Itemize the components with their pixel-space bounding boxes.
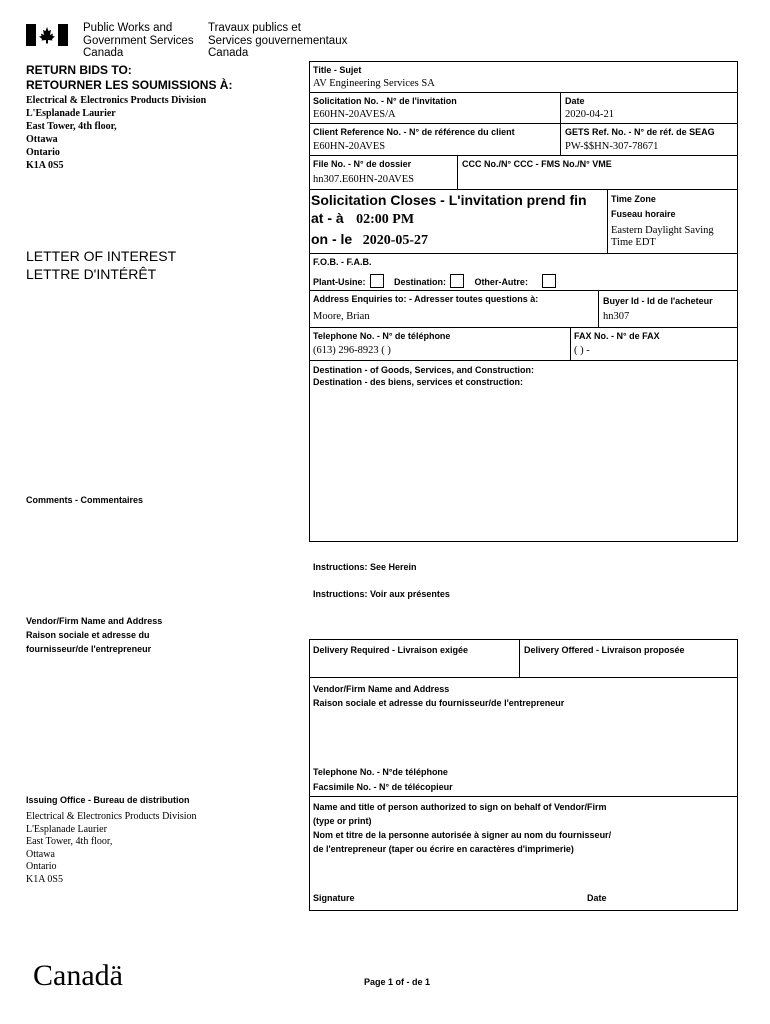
divider [519,639,520,677]
canada-wordmark: Canadä [33,959,123,992]
address-enquiries-label: Address Enquiries to: - Adresser toutes questions à: [313,294,539,304]
plant-checkbox[interactable] [370,274,384,288]
buyer-id-value: hn307 [603,311,630,322]
divider [309,92,738,93]
page-number: Page 1 of - de 1 [364,977,431,987]
divider [309,123,738,124]
closes-at-row [311,210,414,228]
gets-ref-value: PW-$$HN-307-78671 [565,141,659,152]
divider [560,92,561,155]
divider [457,155,458,189]
title-label: Title - Sujet [313,65,362,75]
time-zone-label-fr: Fuseau horaire [611,209,676,219]
fax-label: FAX No. - N° de FAX [574,331,660,341]
closes-on-row [311,231,428,249]
instructions-en: Instructions: See Herein [313,562,417,572]
signature-label: Signature [313,893,355,903]
divider [607,189,608,253]
canada-flag-icon [26,24,68,46]
signature-date-label: Date [587,893,607,903]
destination-checkbox[interactable] [450,274,464,288]
destination-option-label: Destination: [393,277,446,287]
letter-of-interest-title: LETTER OF INTEREST LETTRE D'INTÉRÊT [26,248,177,282]
date-value: 2020-04-21 [565,109,614,120]
divider [309,155,738,156]
solicitation-no-value: E60HN-20AVES/A [313,109,396,120]
telephone-label: Telephone No. - N° de téléphone [313,331,451,341]
divider [309,796,738,797]
vendor-firm-label-left: Vendor/Firm Name and Address Raison sociale et adresse du fournisseur/de l'entrepreneur [26,616,163,654]
divider [309,677,738,678]
divider [309,189,738,190]
buyer-id-label: Buyer Id - Id de l'acheteur [603,296,713,306]
delivery-required-label: Delivery Required - Livraison exigée [313,645,469,655]
file-no-label: File No. - N° de dossier [313,159,412,169]
closes-on-value: 2020-05-27 [362,233,429,248]
vendor-telephone-label: Telephone No. - N°de téléphone [313,767,448,777]
divider [309,253,738,254]
plant-label: Plant-Usine: [313,277,366,287]
solicitation-no-label: Solicitation No. - N° de l'invitation [313,96,457,106]
other-checkbox[interactable] [542,274,556,288]
return-bids-address: Electrical & Electronics Products Division L'Esplanade Laurier East Tower, 4th floor, Ottawa Ontario K1A 0S5 [26,95,207,171]
client-reference-label: Client Reference No. - N° de référence du client [313,127,515,137]
title-value: AV Engineering Services SA [313,78,435,89]
telephone-value: (613) 296-8923 ( ) [313,345,391,356]
vendor-firm-label: Vendor/Firm Name and Address Raison sociale et adresse du fournisseur/de l'entrepreneur [313,684,565,708]
divider [570,327,571,360]
divider [309,290,738,291]
fob-label: F.O.B. - F.A.B. [313,257,372,267]
fob-options-row [313,272,562,290]
client-reference-value: E60HN-20AVES [313,141,386,152]
return-bids-title: RETURN BIDS TO: RETOURNER LES SOUMISSIONS À: [26,63,233,92]
ccc-no-label: CCC No./N° CCC - FMS No./N° VME [462,159,612,169]
department-name-en: Public Works and Government Services Canada [83,22,194,59]
solicitation-closes-title: Solicitation Closes - L'invitation prend fin [311,192,587,208]
issuing-office-address: Electrical & Electronics Products Division L'Esplanade Laurier East Tower, 4th floor, Ottawa Ontario K1A 0S5 [26,811,197,885]
closes-on-label: on - le [311,231,353,247]
fax-value: ( ) - [574,345,590,356]
issuing-office-label: Issuing Office - Bureau de distribution [26,795,190,805]
authorized-person-label: Name and title of person authorized to sign on behalf of Vendor/Firm (type or print) Nom et titre de la personne autorisée à signer au nom du fournisseur/ de l'entrepreneur (taper ou écrire en caractères d'imprimerie) [313,802,612,854]
comments-label: Comments - Commentaires [26,495,144,505]
vendor-facsimile-label: Facsimile No. - N° de télécopieur [313,782,453,792]
file-no-value: hn307.E60HN-20AVES [313,174,415,185]
destination-goods-label: Destination - of Goods, Services, and Construction: Destination - des biens, services et construction: [313,365,535,387]
closes-at-label: at - à [311,210,344,226]
department-name-fr: Travaux publics et Services gouvernementaux Canada [208,22,348,59]
other-label: Other-Autre: [474,277,528,287]
divider [309,327,738,328]
time-zone-label: Time Zone [611,194,656,204]
divider [598,290,599,327]
divider [309,360,738,361]
delivery-offered-label: Delivery Offered - Livraison proposée [524,645,685,655]
date-label: Date [565,96,585,106]
closes-at-value: 02:00 PM [356,212,415,227]
instructions-fr: Instructions: Voir aux présentes [313,589,450,599]
address-enquiries-value: Moore, Brian [313,311,370,322]
gets-ref-label: GETS Ref. No. - N° de réf. de SEAG [565,127,715,137]
time-zone-value: Eastern Daylight Saving Time EDT [611,225,714,248]
